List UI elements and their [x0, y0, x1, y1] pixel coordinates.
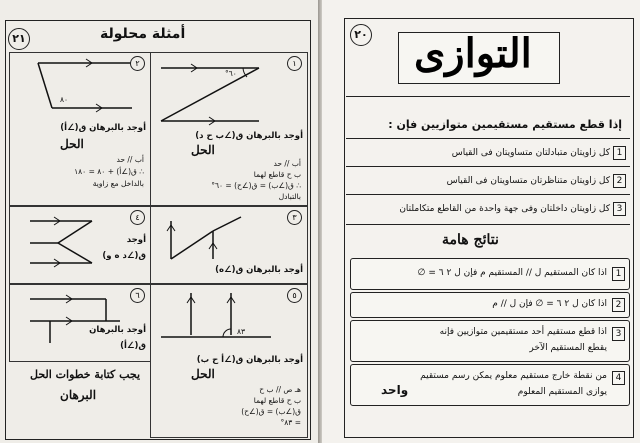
result-3: [350, 320, 630, 362]
result-text-line2: يوازى المستقيم المعلوم: [517, 387, 607, 397]
property-number: 1: [613, 146, 626, 160]
result-1: [350, 258, 630, 290]
left-page: [0, 0, 318, 443]
example-6: [9, 284, 151, 362]
example-4: [9, 206, 151, 284]
example-question: أوجد بالبرهان ق(∠ب ح د): [195, 131, 303, 141]
example-question-line2: ق(∠د ه و): [102, 251, 146, 261]
example-number: ١: [287, 56, 302, 71]
angle-label: ٨٣: [237, 327, 246, 336]
example-5: [150, 284, 308, 438]
solution-line: أب // حد: [116, 155, 144, 164]
angle-label: ٦٠°: [225, 69, 237, 78]
result-number: 1: [612, 267, 625, 281]
solution-line: ∴ ق(∠ب) = ق(∠ح) = ٦٠°: [211, 181, 301, 190]
divider: [346, 138, 630, 139]
result-text: اذا قطع مستقيم أحد مستقيمين متوازيين فإنه: [439, 327, 607, 337]
example-1: [150, 52, 308, 206]
result-number: 4: [612, 371, 625, 385]
solution-line: بالتبادل: [278, 192, 301, 201]
example-2: [9, 52, 151, 206]
result-text: اذا كان ل ٢ ٦ = ∅ فإن ل // م: [492, 299, 607, 309]
example-question-line2: ق(∠أ): [120, 341, 146, 351]
property-number: 2: [613, 174, 626, 188]
result-text-line2: يقطع المستقيم الآخر: [529, 343, 607, 353]
example-question: أوجد بالبرهان ق(∠أ ح ب): [196, 355, 303, 365]
example-number: ٦: [130, 288, 145, 303]
results-heading: نتائج هامة: [442, 232, 499, 248]
result-text: اذا كان المستقيم ل // المستقيم م فإن ل ٢ ٦ = ∅: [417, 268, 607, 278]
result-4: [350, 364, 630, 406]
result-emphasis: واحد: [381, 383, 409, 397]
solution-line: بالداخل مع زاوية: [92, 179, 144, 188]
example-question: أوجد بالبرهان ق(∠ه): [215, 265, 303, 275]
page-number: ٢١: [8, 28, 30, 50]
result-number: 2: [612, 298, 625, 312]
example-number: ٤: [130, 210, 145, 225]
right-page: [322, 0, 640, 443]
page-header: أمثلة محلولة: [100, 26, 186, 42]
intro-statement: إذا قطع مستقيم مستقيمين متوازيين فإن :: [388, 118, 622, 131]
page-number: ٢٠: [350, 24, 372, 46]
solution-title: الحل: [191, 367, 215, 381]
example-number: ٥: [287, 288, 302, 303]
divider: [346, 96, 630, 97]
example-number: ٢: [130, 56, 145, 71]
footer-note: يجب كتابة خطوات الحل: [30, 368, 141, 381]
result-number: 3: [612, 327, 625, 341]
solution-line: = ٨٣°: [280, 418, 301, 427]
solution-line: ب ح قاطع لهما: [253, 170, 301, 179]
divider: [346, 224, 630, 225]
example-question: أوجد بالبرهان ق(∠أ): [60, 123, 146, 133]
example-3: [150, 206, 308, 284]
property-text: كل زاويتان متناظرتان متساويتان فى القياس: [446, 176, 610, 186]
divider: [346, 194, 630, 195]
property-text: كل زاويتان متبادلتان متساويتان فى القياس: [451, 148, 610, 158]
solution-line: أب // حد: [273, 159, 301, 168]
example-question: أوجد: [126, 235, 146, 245]
property-text: كل زاويتان داخلتان وفى جهة واحدة من القاطع متكاملتان: [399, 204, 610, 214]
example-number: ٣: [287, 210, 302, 225]
example-question: أوجد بالبرهان: [89, 325, 146, 335]
solution-title: الحل: [60, 137, 84, 151]
solution-line: ق(∠ب) = ق(∠ح): [241, 407, 301, 416]
solution-title: الحل: [191, 143, 215, 157]
divider: [346, 166, 630, 167]
solution-line: ب ح قاطع لهما: [253, 396, 301, 405]
example-4-diagram: [10, 207, 150, 283]
property-number: 3: [613, 202, 626, 216]
page-title: التوازى: [414, 30, 532, 77]
footer-note-line2: البرهان: [60, 388, 97, 402]
solution-line: ∴ ق(∠أ) + ٨٠ = ١٨٠: [74, 167, 144, 176]
angle-label: ٨٠: [60, 95, 69, 104]
result-2: [350, 292, 630, 318]
solution-line: هـ ص // ب ح: [259, 385, 301, 394]
result-text: من نقطة خارج مستقيم معلوم يمكن رسم مستقيم: [420, 371, 607, 381]
